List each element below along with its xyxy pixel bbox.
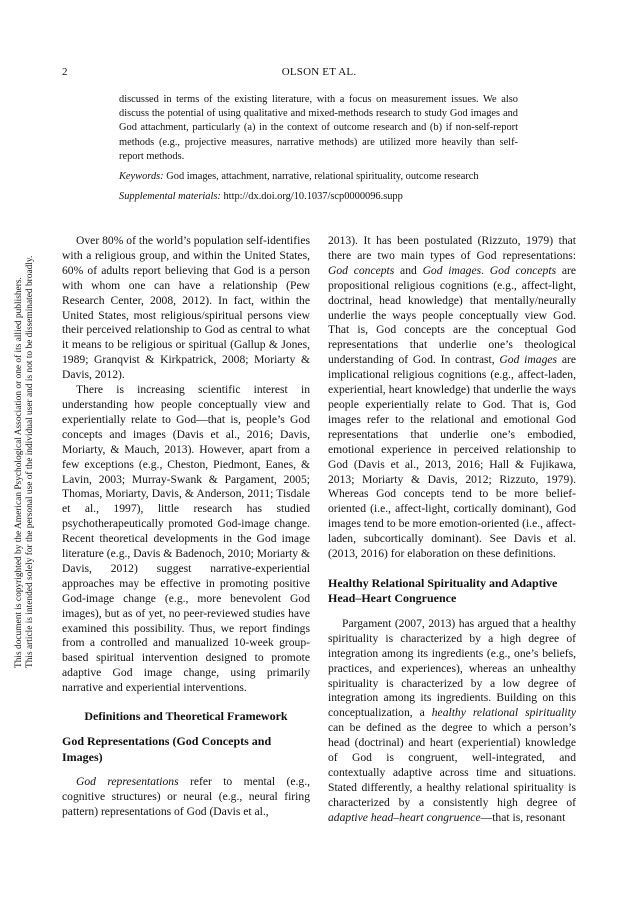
- subheading-god-representations: God Representations (God Concepts and Images): [62, 734, 272, 764]
- intro-paragraph-2: There is increasing scientific interest in understanding how people conceptually view and experientially relate to God—that is, people’s God concepts and images (Davis et al., 2016; Davis, Moriarty, & Mauch, 2013). However, apart from a few exceptions (e.g., Cheston, Piedmont, Eanes, & Lavin, 2003; Murray-Swank & Pargament, 2005; Thomas, Moriarty, Davis, & Anderson, 2011; Tisdale et al., 1997), little research has studied psychotherapeutically promoted God-image change. Recent theoretical developments in the God image literature (e.g., Davis & Badenoch, 2010; Moriarty & Davis, 2012) suggest narrative-experiential approaches may be effective in promoting positive God-image change (e.g., more benevolent God images), but as of yet, no peer-reviewed studies have examined this possibility. Thus, we report findings from a controlled and manualized 10-week group-based spiritual intervention designed to promote adaptive God image change, using primarily narrative and experiential interventions.: [62, 383, 310, 695]
- copyright-notice-line-1: This document is copyrighted by the American Psychological Association or one of its allied publishers.: [14, 277, 24, 668]
- supplemental-label: Supplemental materials:: [119, 191, 221, 203]
- term-god-representations: God representations: [76, 775, 179, 788]
- abstract: [119, 93, 518, 204]
- text-segment: are propositional religious cognitions (e.g., affect-light, doctrinal, head knowledge) that mentally/neurally underlie the ways people conceptually view God. That is, God concepts are the conceptual God representations that underlie one’s theological understanding of God. In contrast,: [328, 263, 577, 367]
- god-representations-text: refer to mental (e.g., cognitive structures) or neural (e.g., neural firing pattern) representations of God (Davis et al.,: [62, 775, 310, 818]
- text-segment: Pargament (2007, 2013) has argued that a healthy spirituality is characterized by a high degree of integration among its ingredients (e.g., one’s beliefs, practices, and experiences), whereas an unhealthy spirituality is characterized by a low degree of integration among its ingredients. Building on this conceptualization, a: [328, 616, 576, 720]
- term-god-concepts: God concepts: [489, 263, 557, 277]
- healthy-spirituality-paragraph: [328, 617, 576, 826]
- term-healthy-relational-spirituality: healthy relational spirituality: [431, 706, 576, 720]
- god-representations-paragraph: [62, 775, 310, 820]
- text-segment: are implicational religious cognitions (e.g., affect-laden, experiential, heart knowledge) that underlie the ways people experientially relate to God. That is, God images refer to the relational and emotional God representations that underlie one’s embodied, emotional experience in perceived relationship to God (Davis et al., 2013, 2016; Hall & Fujikawa, 2013; Moriarty & Davis, 2012; Rizzuto, 1979). Whereas God concepts tend to be more belief-oriented (i.e., affect-light, cortically dominant), God images tend to be more emotion-oriented (i.e., affect-laden, subcortically dominant). See Davis et al. (2013, 2016) for elaboration on these definitions.: [328, 353, 576, 561]
- keywords-label: Keywords:: [119, 171, 164, 183]
- copyright-notice-line-2: This article is intended solely for the personal use of the individual user and is not to be disseminated broadly.: [25, 255, 35, 668]
- term-god-images: God images: [422, 263, 482, 277]
- page-number: 2: [62, 66, 68, 78]
- text-segment: 2013). It has been postulated (Rizzuto, 1979) that there are two main types of God representations:: [328, 234, 576, 262]
- right-column: [328, 234, 576, 826]
- text-segment: can be defined as the degree to which a person’s head (doctrinal) and heart (experiential) knowledge of God is congruent, well-integrated, and contextually adaptive across time and situations. Stated differently, a healthy relational spirituality is characterized by a consistently high degree of: [328, 721, 576, 809]
- copyright-notice: [14, 228, 36, 668]
- left-column: [62, 234, 310, 820]
- running-head: OLSON ET AL.: [281, 66, 357, 78]
- term-god-images: God images: [499, 353, 558, 367]
- term-adaptive-head-heart-congruence: adaptive head–heart congruence: [328, 810, 481, 824]
- term-god-concepts: God concepts: [328, 263, 395, 277]
- abstract-text: discussed in terms of the existing literature, with a focus on measurement issues. We also discuss the potential of using qualitative and mixed-methods research to study God images and God attachment, particularly (a) in the context of outcome research and (b) if non-self-report methods (e.g., projective measures, narrative methods) are utilized more heavily than self-report methods.: [119, 94, 518, 162]
- supplemental-link[interactable]: http://dx.doi.org/10.1037/scp0000096.supp: [223, 191, 403, 203]
- text-segment: .: [481, 263, 490, 277]
- subheading-healthy-relational-spirituality: Healthy Relational Spirituality and Adaptive Head–Heart Congruence: [328, 575, 558, 606]
- keywords-list: God images, attachment, narrative, relational spirituality, outcome research: [166, 171, 479, 183]
- keywords: [119, 170, 518, 184]
- text-segment: —that is, resonant: [480, 810, 566, 824]
- supplemental-materials: [119, 190, 518, 204]
- section-heading: Definitions and Theoretical Framework: [84, 709, 288, 724]
- intro-paragraph-1: Over 80% of the world’s population self-identifies with a religious group, and within the United States, 60% of adults report believing that God is a person with whom one can have a relationship (Pew Research Center, 2008, 2012). In fact, within the United States, most religious/spiritual persons view their perceived relationship to God as central to what it means to be religious or spiritual (Gallup & Jones, 1989; Granqvist & Kirkpatrick, 2008; Moriarty & Davis, 2012).: [62, 234, 310, 382]
- text-segment: and: [394, 263, 423, 277]
- god-concepts-paragraph: [328, 234, 576, 562]
